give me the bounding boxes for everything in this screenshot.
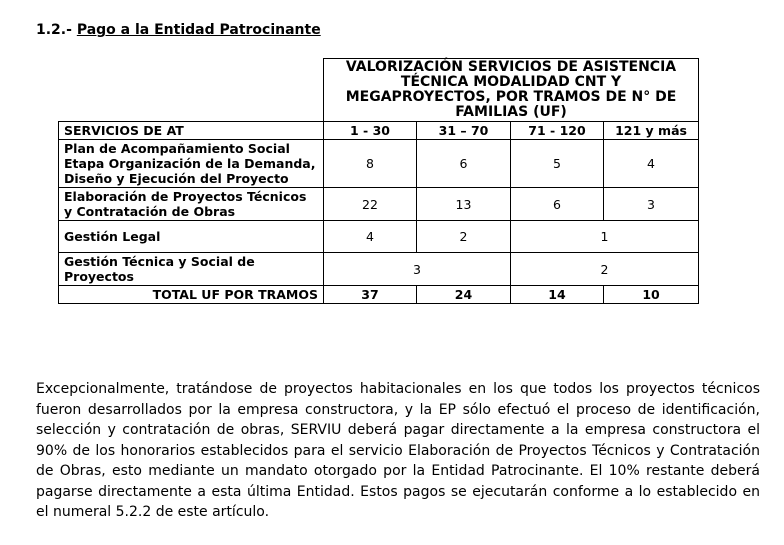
tramo-header: 1 - 30 xyxy=(324,122,417,140)
value-cell: 2 xyxy=(417,221,511,253)
total-label: TOTAL UF POR TRAMOS xyxy=(59,286,324,304)
total-cell: 10 xyxy=(604,286,699,304)
table-row xyxy=(59,253,699,286)
service-name: Gestión Técnica y Social de Proyectos xyxy=(59,253,324,286)
value-cell: 22 xyxy=(324,188,417,221)
service-name: Gestión Legal xyxy=(59,221,324,253)
group-header: VALORIZACIÓN SERVICIOS DE ASISTENCIA TÉCNICA MODALIDAD CNT Y MEGAPROYECTOS, POR TRAMOS DE N° DE FAMILIAS (UF) xyxy=(324,59,699,122)
service-name: Elaboración de Proyectos Técnicos y Contratación de Obras xyxy=(59,188,324,221)
value-cell: 6 xyxy=(511,188,604,221)
tramo-header: 71 - 120 xyxy=(511,122,604,140)
value-cell: 4 xyxy=(604,140,699,188)
table-group-header-row xyxy=(59,59,699,122)
value-cell: 2 xyxy=(511,253,699,286)
value-cell: 5 xyxy=(511,140,604,188)
total-cell: 37 xyxy=(324,286,417,304)
table-row xyxy=(59,188,699,221)
value-cell: 3 xyxy=(604,188,699,221)
value-cell: 6 xyxy=(417,140,511,188)
fees-table xyxy=(58,58,699,304)
section-number: 1.2.- xyxy=(36,22,72,38)
empty-corner-cell xyxy=(59,59,324,122)
section-heading xyxy=(36,22,321,38)
total-cell: 24 xyxy=(417,286,511,304)
service-name: Plan de Acompañamiento Social Etapa Organización de la Demanda, Diseño y Ejecución del Proyecto xyxy=(59,140,324,188)
service-column-header: SERVICIOS DE AT xyxy=(59,122,324,140)
section-title: Pago a la Entidad Patrocinante xyxy=(76,22,321,38)
table-total-row xyxy=(59,286,699,304)
tramo-header: 121 y más xyxy=(604,122,699,140)
value-cell: 3 xyxy=(324,253,511,286)
total-cell: 14 xyxy=(511,286,604,304)
value-cell: 1 xyxy=(511,221,699,253)
value-cell: 13 xyxy=(417,188,511,221)
table-row xyxy=(59,221,699,253)
table-row xyxy=(59,140,699,188)
tramo-header: 31 – 70 xyxy=(417,122,511,140)
body-paragraph: Excepcionalmente, tratándose de proyectos habitacionales en los que todos los proyectos técnicos fueron desarrollados por la empresa constructora, y la EP sólo efectuó el proceso de identificación, selección y contratación de obras, SERVIU deberá pagar directamente a la empresa constructora el 90% de los honorarios establecidos para el servicio Elaboración de Proyectos Técnicos y Contratación de Obras, esto mediante un mandato otorgado por la Entidad Patrocinante. El 10% restante deberá pagarse directamente a esta última Entidad. Estos pagos se ejecutarán conforme a lo establecido en el numeral 5.2.2 de este artículo. xyxy=(36,381,760,520)
value-cell: 8 xyxy=(324,140,417,188)
table-column-header-row xyxy=(59,122,699,140)
value-cell: 4 xyxy=(324,221,417,253)
